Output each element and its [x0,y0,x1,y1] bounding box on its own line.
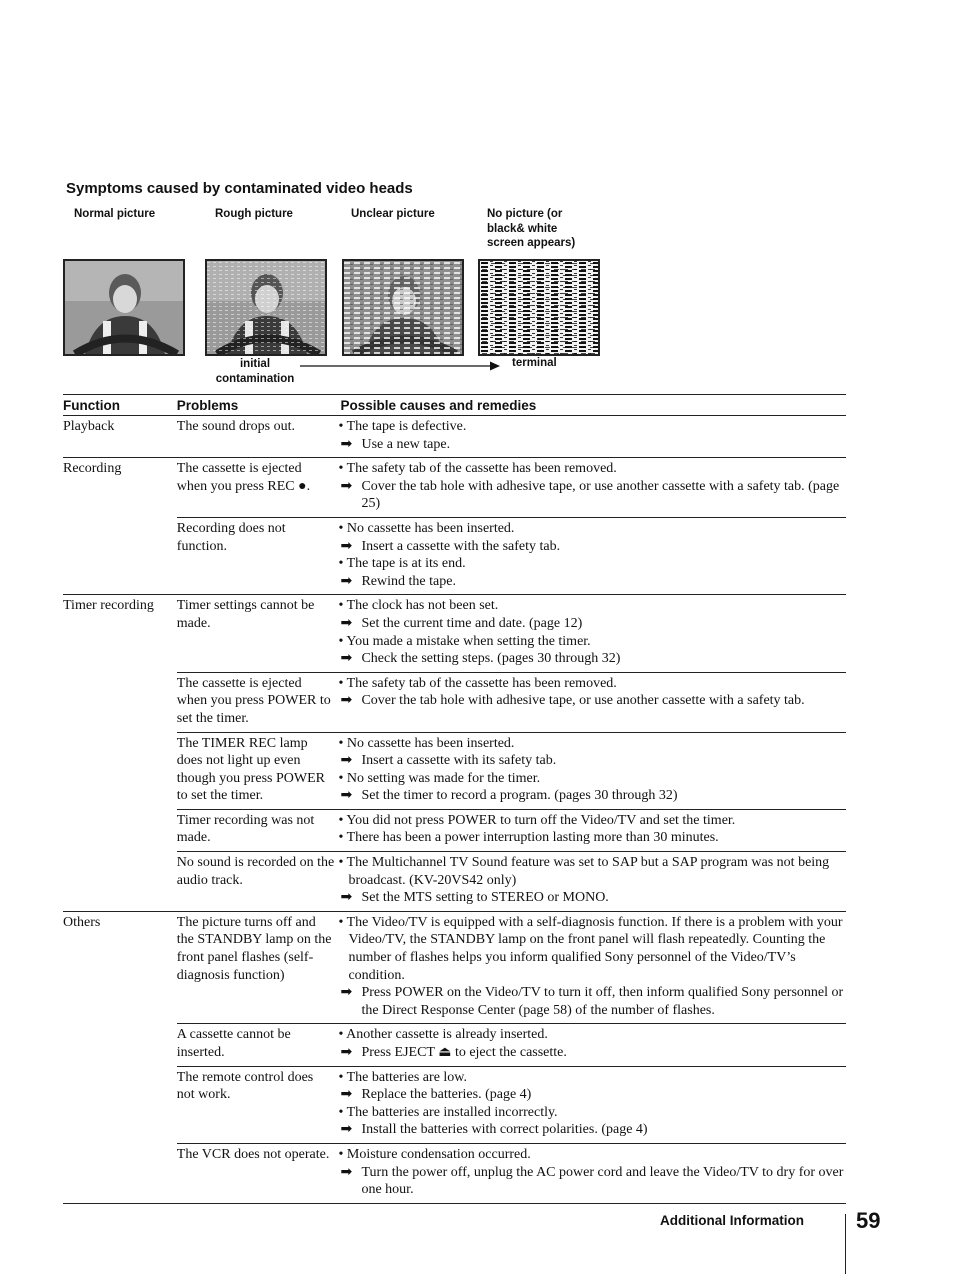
function-cell: Playback [63,416,177,458]
remedy-text: Set the MTS setting to STEREO or MONO. [361,890,609,906]
remedy-text: Cover the tab hole with adhesive tape, or use another cassette with a safety tab. [361,693,805,709]
bullet-icon: • [338,598,347,614]
cause-text: The Video/TV is equipped with a self-diagnosis function. If there is a problem with your Video/TV, the STANDBY lamp on the front panel will flash repeatedly. Counting the number of flashes helps you inform qualified Sony personnel of the Video/TV’s condition. [346,914,843,983]
cause-text: The tape is at its end. [346,556,466,572]
cause-text: Another cassette is already inserted. [346,1027,548,1043]
cause-text: You made a mistake when setting the timer. [346,633,591,649]
bullet-icon: • [338,770,347,786]
causes-cell [338,595,846,672]
table-row [63,809,846,851]
function-cell: Timer recording [63,595,177,672]
causes-cell [338,732,846,809]
bullet-icon: • [338,812,347,828]
cause-item [338,1026,846,1044]
cause-item [338,460,846,478]
bullet-icon: • [338,735,347,751]
remedy-item [338,615,846,633]
unclear-picture-image [342,259,464,356]
bullet-icon: • [338,675,347,691]
bullet-icon: • [338,419,347,434]
causes-cell [338,809,846,851]
causes-cell [338,1143,846,1203]
table-row [63,517,846,594]
causes-cell [338,416,846,458]
remedy-item [338,692,846,710]
remedy-text: Set the timer to record a program. (pages 30 through 32) [361,788,678,804]
cause-text: No cassette has been inserted. [346,735,515,751]
symptom-label-unclear: Unclear picture [351,208,435,220]
arrow-right-icon: ➡ [340,752,353,769]
header-function: Function [63,395,177,416]
arrow-right-icon: ➡ [340,1163,353,1180]
cause-text: The safety tab of the cassette has been removed. [346,675,617,691]
causes-cell [338,458,846,518]
function-cell [63,732,177,809]
remedy-item [338,984,846,1019]
page-number: 59 [856,1208,881,1233]
function-cell [63,1066,177,1143]
table-body [63,416,846,1204]
table-header-row [63,395,846,416]
cause-item [338,1104,846,1122]
causes-cell [338,1024,846,1066]
problem-cell: The picture turns off and the STANDBY lamp on the front panel flashes (self-diagnosis function) [177,911,339,1024]
cause-item [338,597,846,615]
remedy-item [338,538,846,556]
function-cell [63,1024,177,1066]
causes-cell [338,672,846,732]
problem-cell: No sound is recorded on the audio track. [177,852,339,912]
cause-item [338,770,846,788]
header-causes: Possible causes and remedies [338,395,846,416]
bullet-icon: • [338,1104,347,1120]
header-problems: Problems [177,395,339,416]
cause-item [338,735,846,753]
remedy-text: Cover the tab hole with adhesive tape, or use another cassette with a safety tab. (page 25) [361,478,840,512]
remedy-item [338,650,846,668]
cause-item [338,675,846,693]
causes-cell [338,517,846,594]
arrow-right-icon: ➡ [340,1121,353,1138]
bullet-icon: • [338,1069,347,1085]
arrow-right-icon: ➡ [340,572,353,589]
troubleshooting-table [63,394,846,1204]
problem-cell: A cassette cannot be inserted. [177,1024,339,1066]
cause-item [338,914,846,984]
cause-text: There has been a power interruption lasting more than 30 minutes. [346,830,719,846]
remedy-item [338,573,846,591]
arrow-right-icon: ➡ [340,692,353,709]
bullet-icon: • [338,1027,347,1043]
arrow-right-icon: ➡ [340,614,353,631]
problem-cell: Recording does not function. [177,517,339,594]
footer-section-label: Additional Information [660,1213,804,1228]
arrow-right-icon: ➡ [340,435,353,452]
remedy-item [338,1121,846,1139]
cause-item [338,520,846,538]
problem-cell: The VCR does not operate. [177,1143,339,1203]
cause-text: You did not press POWER to turn off the Video/TV and set the timer. [346,812,736,828]
remedy-item [338,787,846,805]
remedy-text: Install the batteries with correct polarities. (page 4) [361,1122,648,1138]
remedy-text: Press EJECT ⏏ to eject the cassette. [361,1045,567,1060]
remedy-item [338,752,846,770]
remedy-text: Insert a cassette with the safety tab. [361,538,561,554]
symptom-label-rough: Rough picture [215,208,293,220]
remedy-item [338,478,846,513]
problem-cell: Timer settings cannot be made. [177,595,339,672]
no-picture-image [478,259,600,356]
remedy-text: Replace the batteries. (page 4) [361,1087,532,1103]
remedy-item [338,1086,846,1104]
causes-cell [338,852,846,912]
cause-text: The batteries are installed incorrectly. [346,1104,558,1120]
cause-item [338,633,846,651]
bullet-icon: • [338,830,347,846]
cause-item [338,1069,846,1087]
cause-text: The clock has not been set. [346,598,499,614]
arrow-right-icon: ➡ [340,984,353,1001]
problem-cell: The cassette is ejected when you press REC ●. [177,458,339,518]
bullet-icon: • [338,1146,347,1162]
remedy-item [338,1044,846,1062]
cause-text: No setting was made for the timer. [346,770,541,786]
remedy-text: Check the setting steps. (pages 30 through 32) [361,651,621,667]
remedy-text: Turn the power off, unplug the AC power cord and leave the Video/TV to dry for over one hour. [361,1164,844,1198]
problem-cell: Timer recording was not made. [177,809,339,851]
bullet-icon: • [338,855,347,871]
arrow-right-icon: ➡ [340,889,353,906]
arrow-right-icon: ➡ [340,1044,353,1060]
bullet-icon: • [338,520,347,536]
table-row [63,1143,846,1203]
cause-text: The Multichannel TV Sound feature was set to SAP but a SAP program was not being broadcast. (KV-20VS42 only) [346,855,830,888]
function-cell [63,672,177,732]
arrow-right-icon: ➡ [340,1086,353,1103]
footer-divider [845,1214,846,1274]
remedy-text: Insert a cassette with its safety tab. [361,753,557,769]
label-terminal: terminal [512,357,557,369]
cause-text: The tape is defective. [346,419,467,434]
cause-item [338,1146,846,1164]
bullet-icon: • [338,914,347,930]
cause-item [338,829,846,847]
bullet-icon: • [338,556,347,572]
cause-item [338,812,846,830]
remedy-item [338,436,846,454]
table-row [63,458,846,518]
problem-cell: The TIMER REC lamp does not light up even though you press POWER to set the timer. [177,732,339,809]
cause-text: The safety tab of the cassette has been removed. [346,461,617,477]
remedy-item [338,889,846,907]
cause-item [338,854,846,889]
table-row [63,1024,846,1066]
symptom-label-normal: Normal picture [74,208,156,220]
arrow-right-icon: ➡ [340,537,353,554]
table-row [63,911,846,1024]
bullet-icon: • [338,461,347,477]
cause-item [338,418,846,436]
remedy-text: Set the current time and date. (page 12) [361,615,583,631]
table-row [63,595,846,672]
remedy-text: Use a new tape. [361,436,451,452]
table-row [63,732,846,809]
causes-cell [338,911,846,1024]
cause-text: Moisture condensation occurred. [346,1146,531,1162]
problem-cell: The sound drops out. [177,416,339,458]
bullet-icon: • [338,633,347,649]
cause-text: No cassette has been inserted. [346,520,515,536]
table-row [63,852,846,912]
causes-cell [338,1066,846,1143]
remedy-text: Press POWER on the Video/TV to turn it off, then inform qualified Sony personnel or the Direct Response Center (page 58) of the number of flashes. [361,985,844,1018]
problem-cell: The remote control does not work. [177,1066,339,1143]
contamination-progress-arrow [300,360,500,372]
remedy-text: Rewind the tape. [361,573,456,589]
function-cell: Others [63,911,177,1024]
arrow-right-icon: ➡ [340,787,353,804]
function-cell [63,852,177,912]
function-cell: Recording [63,458,177,518]
arrow-right-icon: ➡ [340,650,353,667]
symptom-label-no-picture: No picture (or black& white screen appears) [487,208,576,249]
cause-item [338,555,846,573]
table-row [63,1066,846,1143]
label-initial-contamination: initial contamination [215,358,295,385]
table-row [63,416,846,458]
cause-text: The batteries are low. [346,1069,467,1085]
table-row [63,672,846,732]
normal-picture-image [63,259,185,356]
problem-cell: The cassette is ejected when you press POWER to set the timer. [177,672,339,732]
function-cell [63,1143,177,1203]
arrow-right-icon: ➡ [340,477,353,494]
function-cell [63,517,177,594]
rough-picture-image [205,259,327,356]
section-title: Symptoms caused by contaminated video heads [66,180,413,197]
remedy-item [338,1164,846,1199]
function-cell [63,809,177,851]
